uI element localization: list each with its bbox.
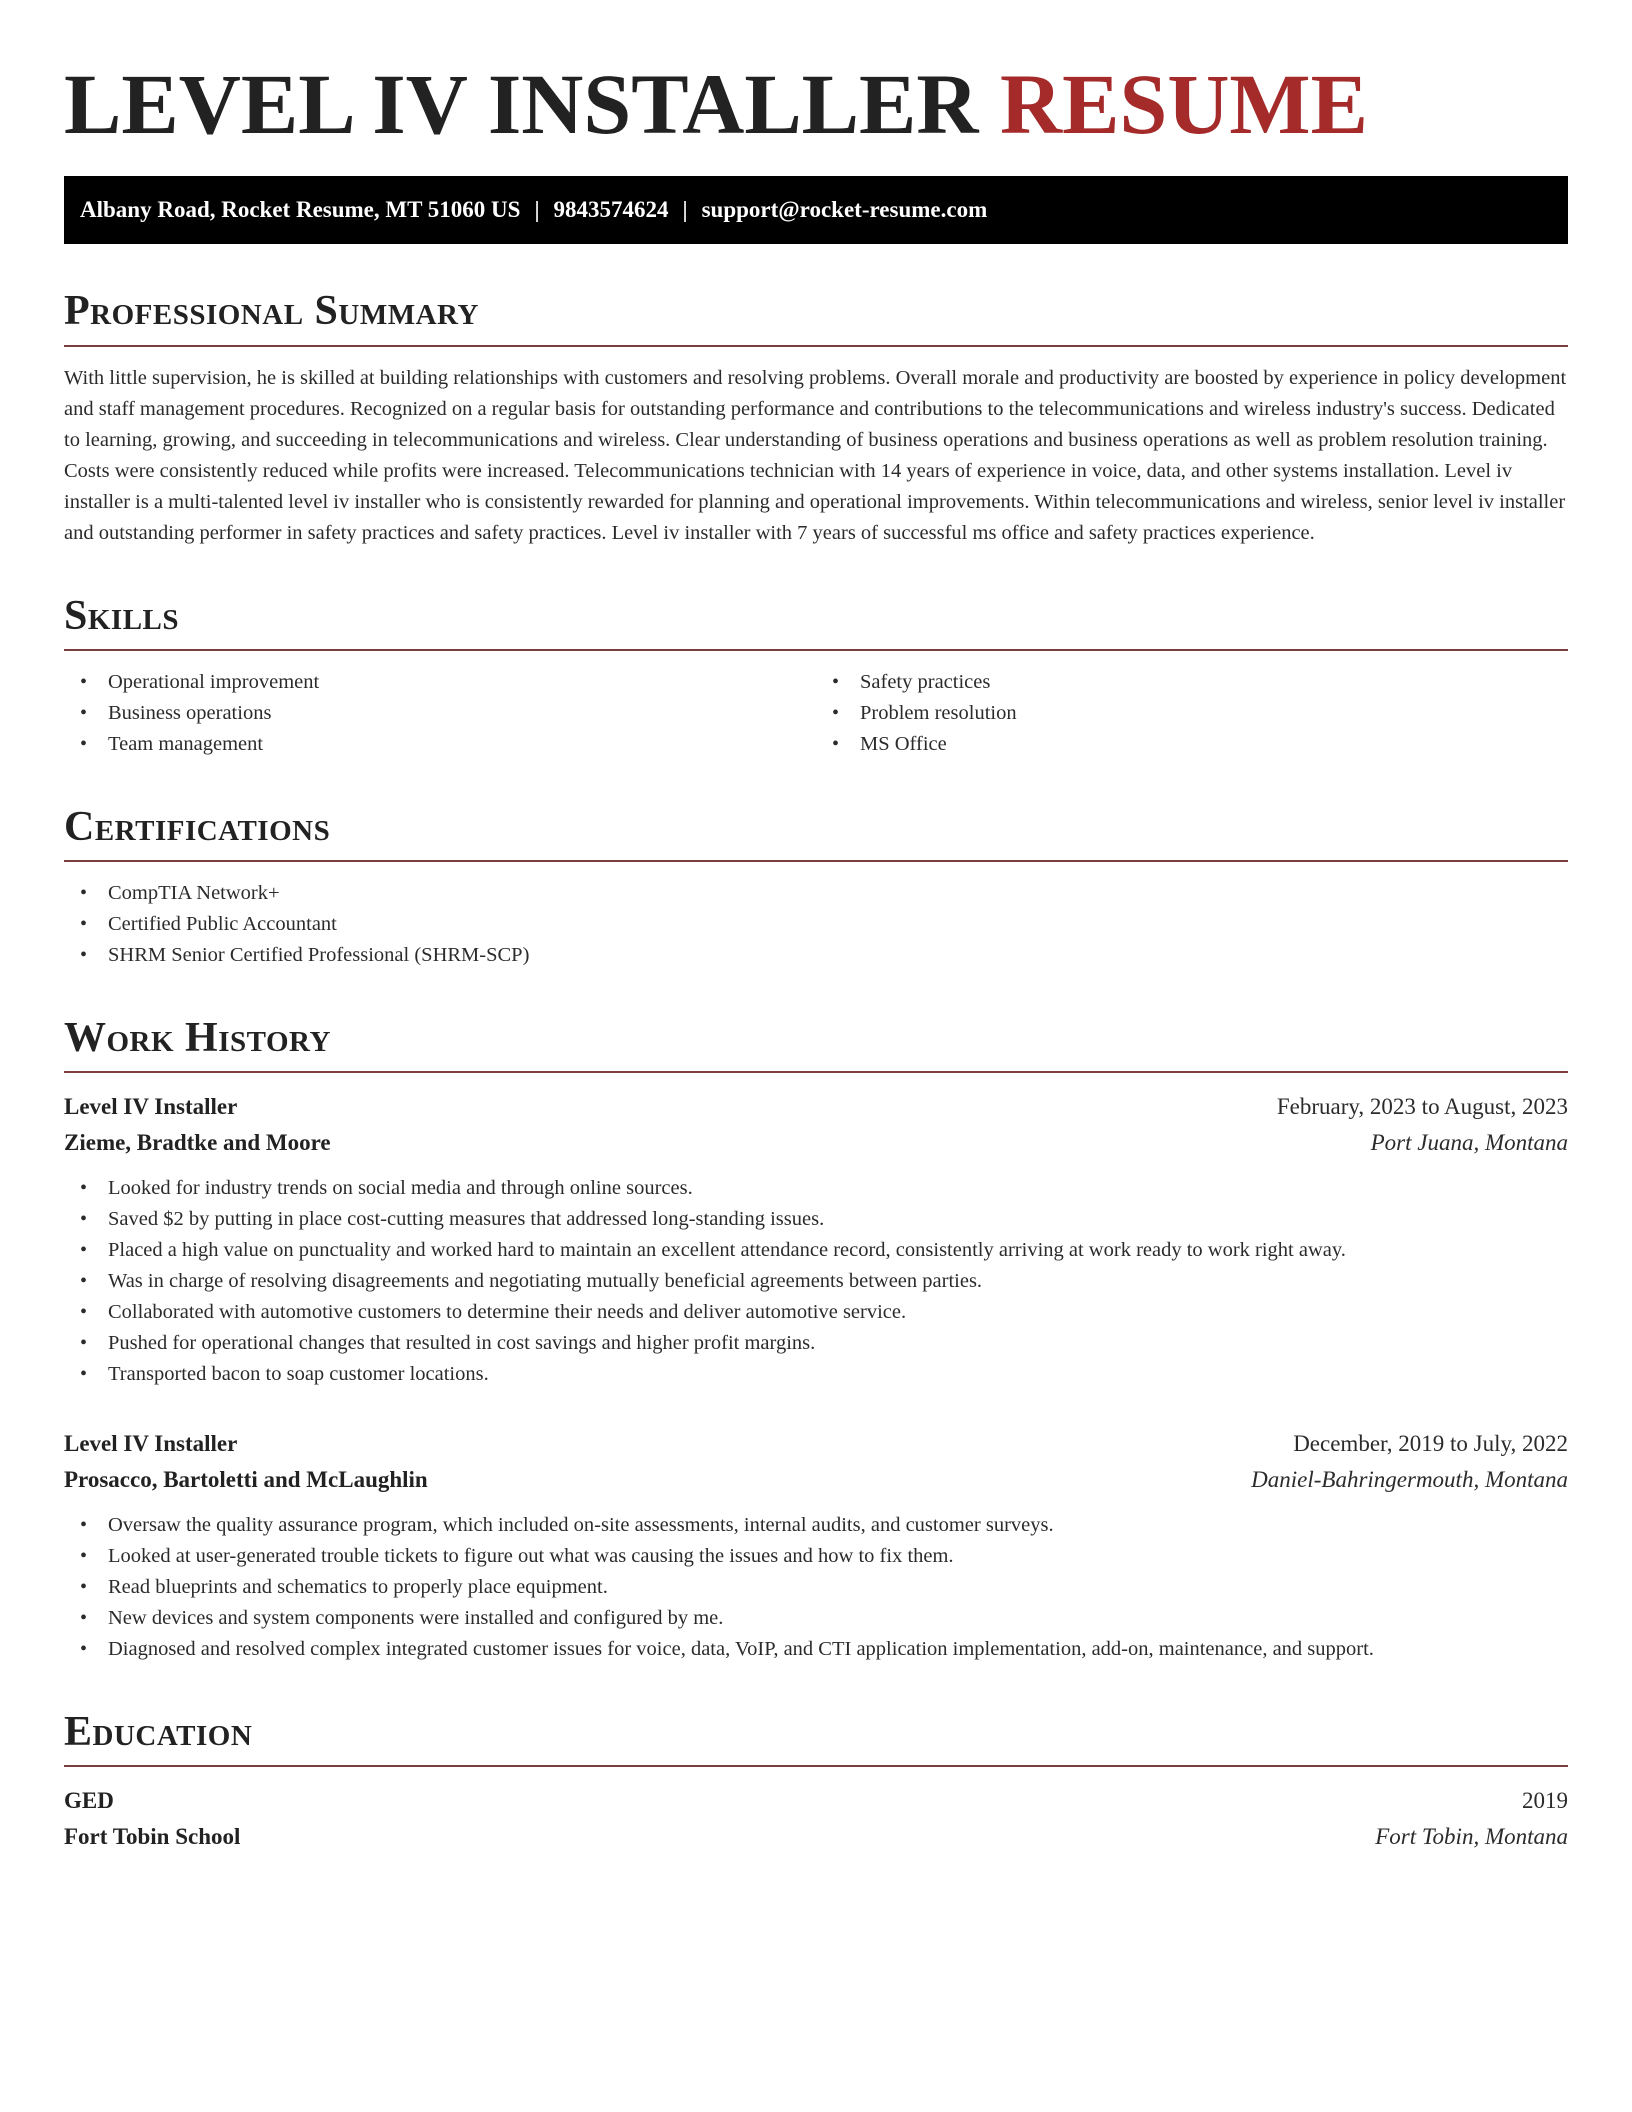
job-duty: • Diagnosed and resolved complex integrated customer issues for voice, data, VoIP, and CTI application implementation, add-on, maintenance, and support. xyxy=(64,1634,1568,1665)
certification-item: • Certified Public Accountant xyxy=(64,909,1568,940)
job-company-row xyxy=(64,1125,1568,1161)
job-duty: • Pushed for operational changes that resulted in cost savings and higher profit margins. xyxy=(64,1328,1568,1359)
contact-separator: | xyxy=(534,197,540,223)
contact-email: support@rocket-resume.com xyxy=(701,197,988,223)
education-degree-row xyxy=(64,1783,1568,1819)
education-section xyxy=(64,1709,1568,1855)
job-duty: • Looked at user-generated trouble tickets to figure out what was causing the issues and how to fix them. xyxy=(64,1541,1568,1572)
certifications-list xyxy=(64,878,1568,971)
job-duty: • Was in charge of resolving disagreements and negotiating mutually beneficial agreements between parties. xyxy=(64,1266,1568,1297)
job-duty: • Transported bacon to soap customer locations. xyxy=(64,1359,1568,1390)
job-duty: • Looked for industry trends on social media and through online sources. xyxy=(64,1173,1568,1204)
skills-grid xyxy=(64,651,1568,760)
job-location: Daniel-Bahringermouth, Montana xyxy=(1251,1467,1568,1493)
contact-phone: 9843574624 xyxy=(553,197,669,223)
skill-item: • Problem resolution xyxy=(816,698,1568,729)
summary-section xyxy=(64,288,1568,548)
skills-list-right xyxy=(816,667,1568,760)
education-heading: Education xyxy=(64,1709,1568,1767)
job-duty: • Saved $2 by putting in place cost-cutting measures that addressed long-standing issues. xyxy=(64,1204,1568,1235)
skill-item: • Business operations xyxy=(64,698,816,729)
certifications-heading: Certifications xyxy=(64,804,1568,862)
summary-heading: Professional Summary xyxy=(64,288,1568,346)
job-duty: • Oversaw the quality assurance program, which included on-site assessments, internal audits, and customer surveys. xyxy=(64,1510,1568,1541)
job-entry xyxy=(64,1089,1568,1390)
skill-item: • Operational improvement xyxy=(64,667,816,698)
certification-item: • CompTIA Network+ xyxy=(64,878,1568,909)
skill-item: • MS Office xyxy=(816,729,1568,760)
contact-address: Albany Road, Rocket Resume, MT 51060 US xyxy=(80,197,521,223)
job-title: Level IV Installer xyxy=(64,1431,238,1457)
education-school: Fort Tobin School xyxy=(64,1824,241,1850)
job-dates: February, 2023 to August, 2023 xyxy=(1276,1094,1568,1120)
education-year: 2019 xyxy=(1522,1788,1568,1814)
job-duty: • New devices and system components were installed and configured by me. xyxy=(64,1603,1568,1634)
contact-bar xyxy=(64,176,1568,244)
resume-title xyxy=(64,56,1568,152)
work-history-section xyxy=(64,1015,1568,1665)
job-title: Level IV Installer xyxy=(64,1094,238,1120)
job-company-row xyxy=(64,1462,1568,1498)
job-duties-list xyxy=(64,1510,1568,1665)
skill-item: • Safety practices xyxy=(816,667,1568,698)
skill-item: • Team management xyxy=(64,729,816,760)
job-company: Prosacco, Bartoletti and McLaughlin xyxy=(64,1467,428,1493)
job-header-row xyxy=(64,1089,1568,1125)
summary-text: With little supervision, he is skilled at building relationships with customers and resolving problems. Overall morale and productivity are boosted by experience in policy development and staff management procedures. Recognized on a regular basis for outstanding performance and contributions to the telecommunications and wireless industry's success. Dedicated to learning, growing, and succeeding in telecommunications and wireless. Clear understanding of business operations and business operations as well as problem resolution training. Costs were consistently reduced while profits were increased. Telecommunications technician with 14 years of experience in voice, data, and other systems installation. Level iv installer is a multi-talented level iv installer who is consistently rewarded for planning and operational improvements. Within telecommunications and wireless, senior level iv installer and outstanding performer in safety practices and safety practices. Level iv installer with 7 years of successful ms office and safety practices experience. xyxy=(64,366,1567,544)
contact-separator: | xyxy=(682,197,688,223)
certifications-section xyxy=(64,804,1568,971)
job-entry xyxy=(64,1426,1568,1665)
job-company: Zieme, Bradtke and Moore xyxy=(64,1130,331,1156)
job-duty: • Read blueprints and schematics to properly place equipment. xyxy=(64,1572,1568,1603)
job-header-row xyxy=(64,1426,1568,1462)
job-location: Port Juana, Montana xyxy=(1370,1130,1568,1156)
job-duties-list xyxy=(64,1173,1568,1390)
work-history-heading: Work History xyxy=(64,1015,1568,1073)
skills-heading: Skills xyxy=(64,593,1568,651)
skills-list-left xyxy=(64,667,816,760)
education-location: Fort Tobin, Montana xyxy=(1375,1824,1568,1850)
job-duty: • Collaborated with automotive customers to determine their needs and deliver automotive service. xyxy=(64,1297,1568,1328)
job-duty: • Placed a high value on punctuality and worked hard to maintain an excellent attendance record, consistently arriving at work ready to work right away. xyxy=(64,1235,1568,1266)
education-degree: GED xyxy=(64,1788,114,1814)
title-accent: RESUME xyxy=(1000,56,1368,152)
skills-section xyxy=(64,593,1568,760)
education-entry xyxy=(64,1783,1568,1855)
certification-item: • SHRM Senior Certified Professional (SHRM-SCP) xyxy=(64,940,1568,971)
job-dates: December, 2019 to July, 2022 xyxy=(1293,1431,1568,1457)
title-main: LEVEL IV INSTALLER xyxy=(64,56,979,152)
education-school-row xyxy=(64,1819,1568,1855)
